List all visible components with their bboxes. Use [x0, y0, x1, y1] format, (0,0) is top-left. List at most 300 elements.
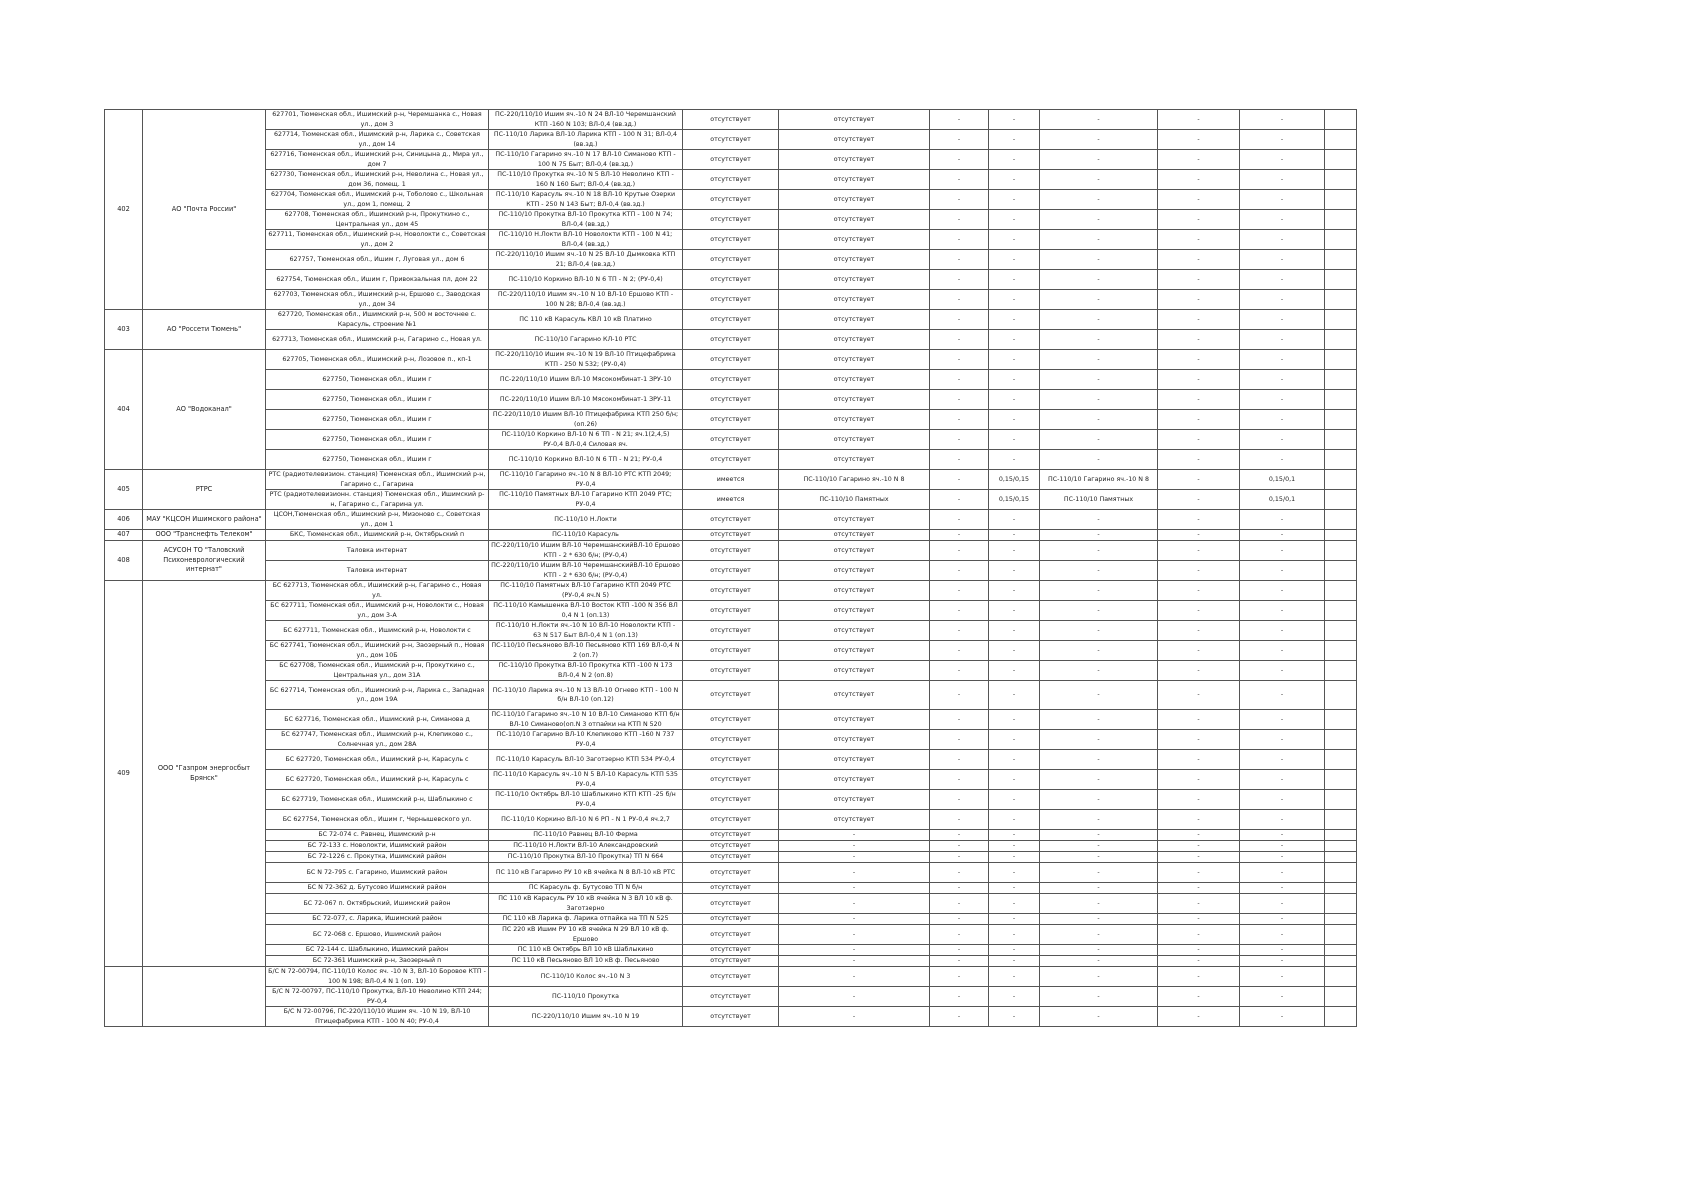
backup-source-cell: -: [1158, 541, 1240, 561]
record-number: 407: [105, 530, 143, 541]
backup-source-cell: -: [1158, 450, 1240, 470]
dash-cell: -: [930, 621, 989, 641]
backup-source-cell: -: [1158, 661, 1240, 681]
dash-cell: -: [930, 390, 989, 410]
capacity-cell: -: [1040, 710, 1158, 730]
backup-status-cell: отсутствует: [779, 661, 930, 681]
capacity-cell: -: [1040, 925, 1158, 945]
table-row: [105, 852, 1357, 863]
supply-source-cell: ПС-110/10 Камышенка ВЛ-10 Восток КТП -100 N 356 ВЛ 0,4 N 1 (оп.13): [489, 601, 683, 621]
dash-cell: -: [1240, 330, 1325, 350]
empty-cell: [1325, 230, 1357, 250]
dash-cell: -: [989, 710, 1040, 730]
capacity-cell: -: [1040, 987, 1158, 1007]
dash-cell: -: [1240, 561, 1325, 581]
dash-cell: 0,15/0,15: [989, 470, 1040, 490]
status-cell: отсутствует: [683, 925, 779, 945]
backup-source-cell: -: [1158, 790, 1240, 810]
capacity-cell: -: [1040, 641, 1158, 661]
table-row: [105, 730, 1357, 750]
supply-source-cell: ПС-110/10 Н.Локти яч.-10 N 10 ВЛ-10 Новолокти КТП - 63 N 517 Быт ВЛ-0,4 N 1 (оп.13): [489, 621, 683, 641]
address-cell: 627750, Тюменская обл., Ишим г: [266, 370, 489, 390]
capacity-cell: -: [1040, 430, 1158, 450]
address-cell: 627716, Тюменская обл., Ишимский р-н, Синицына д., Мира ул., дом 7: [266, 150, 489, 170]
backup-source-cell: -: [1158, 863, 1240, 883]
table-row: [105, 110, 1357, 130]
empty-cell: [1325, 270, 1357, 290]
empty-cell: [1325, 210, 1357, 230]
empty-cell: [1325, 987, 1357, 1007]
dash-cell: -: [989, 170, 1040, 190]
dash-cell: -: [930, 750, 989, 770]
empty-cell: [1325, 190, 1357, 210]
table-row: [105, 750, 1357, 770]
backup-status-cell: отсутствует: [779, 250, 930, 270]
dash-cell: -: [989, 541, 1040, 561]
table-row: [105, 430, 1357, 450]
table-row: [105, 863, 1357, 883]
empty-cell: [1325, 863, 1357, 883]
backup-status-cell: -: [779, 830, 930, 841]
status-cell: отсутствует: [683, 450, 779, 470]
backup-status-cell: отсутствует: [779, 350, 930, 370]
backup-source-cell: -: [1158, 350, 1240, 370]
backup-status-cell: отсутствует: [779, 150, 930, 170]
backup-status-cell: -: [779, 883, 930, 894]
address-cell: 627711, Тюменская обл., Ишимский р-н, Новолокти с., Советская ул., дом 2: [266, 230, 489, 250]
backup-source-cell: -: [1158, 290, 1240, 310]
backup-status-cell: отсутствует: [779, 710, 930, 730]
capacity-cell: -: [1040, 561, 1158, 581]
address-cell: Таловка интернат: [266, 561, 489, 581]
status-cell: отсутствует: [683, 530, 779, 541]
dash-cell: -: [930, 470, 989, 490]
address-cell: РТС (радиотелевизион. станция) Тюменская обл., Ишимский р-н, Гагарино с., Гагарина: [266, 470, 489, 490]
backup-status-cell: отсутствует: [779, 410, 930, 430]
backup-status-cell: отсутствует: [779, 430, 930, 450]
table-row: [105, 601, 1357, 621]
backup-source-cell: -: [1158, 270, 1240, 290]
organization-name: ООО "Транснефть Телеком": [143, 530, 266, 541]
capacity-cell: -: [1040, 894, 1158, 914]
dash-cell: -: [1240, 925, 1325, 945]
status-cell: отсутствует: [683, 370, 779, 390]
table-row: [105, 130, 1357, 150]
capacity-cell: -: [1040, 956, 1158, 967]
backup-source-cell: -: [1158, 410, 1240, 430]
status-cell: отсутствует: [683, 987, 779, 1007]
empty-cell: [1325, 750, 1357, 770]
status-cell: отсутствует: [683, 841, 779, 852]
backup-status-cell: -: [779, 945, 930, 956]
address-cell: 627754, Тюменская обл., Ишим г, Привокзальная пл, дом 22: [266, 270, 489, 290]
dash-cell: -: [989, 621, 1040, 641]
dash-cell: -: [930, 894, 989, 914]
supply-source-cell: ПС-110/10 Гагарино ВЛ-10 Клепиково КТП -160 N 737 РУ-0,4: [489, 730, 683, 750]
supply-source-cell: ПС-110/10 Коркино ВЛ-10 N 6 ТП - N 21; яч.1(2,4,5) РУ-0,4 ВЛ-0,4 Силовая яч.: [489, 430, 683, 450]
organization-name: АО "Водоканал": [143, 350, 266, 470]
supply-source-cell: ПС-110/10 Прокутка: [489, 987, 683, 1007]
status-cell: отсутствует: [683, 210, 779, 230]
empty-cell: [1325, 430, 1357, 450]
backup-source-cell: -: [1158, 601, 1240, 621]
address-cell: 627720, Тюменская обл., Ишимский р-н, 500 м восточнее с. Карасуль, строение №1: [266, 310, 489, 330]
dash-cell: -: [1240, 450, 1325, 470]
dash-cell: -: [989, 561, 1040, 581]
supply-source-cell: ПС-110/10 Коркино ВЛ-10 N 6 ТП - N 2; (РУ-0,4): [489, 270, 683, 290]
backup-status-cell: отсутствует: [779, 210, 930, 230]
status-cell: отсутствует: [683, 681, 779, 710]
capacity-cell: -: [1040, 410, 1158, 430]
dash-cell: -: [989, 914, 1040, 925]
dash-cell: -: [1240, 967, 1325, 987]
empty-cell: [1325, 601, 1357, 621]
address-cell: БС 627711, Тюменская обл., Ишимский р-н, Новолокти с., Новая ул., дом 3-А: [266, 601, 489, 621]
table-row: [105, 541, 1357, 561]
backup-status-cell: -: [779, 956, 930, 967]
backup-source-cell: -: [1158, 641, 1240, 661]
status-cell: отсутствует: [683, 390, 779, 410]
organization-name: РТРС: [143, 470, 266, 510]
dash-cell: -: [989, 641, 1040, 661]
dash-cell: -: [989, 130, 1040, 150]
table-row: [105, 350, 1357, 370]
address-cell: БС 627711, Тюменская обл., Ишимский р-н, Новолокти с: [266, 621, 489, 641]
address-cell: 627713, Тюменская обл., Ишимский р-н, Гагарино с., Новая ул.: [266, 330, 489, 350]
dash-cell: -: [930, 561, 989, 581]
backup-status-cell: отсутствует: [779, 110, 930, 130]
dash-cell: -: [1240, 894, 1325, 914]
dash-cell: -: [1240, 863, 1325, 883]
record-number: 402: [105, 110, 143, 310]
dash-cell: -: [989, 661, 1040, 681]
capacity-cell: -: [1040, 750, 1158, 770]
capacity-cell: -: [1040, 370, 1158, 390]
status-cell: отсутствует: [683, 510, 779, 530]
dash-cell: -: [930, 641, 989, 661]
capacity-cell: ПС-110/10 Гагарино яч.-10 N 8: [1040, 470, 1158, 490]
backup-status-cell: отсутствует: [779, 510, 930, 530]
empty-cell: [1325, 621, 1357, 641]
dash-cell: -: [930, 430, 989, 450]
empty-cell: [1325, 681, 1357, 710]
table-row: [105, 370, 1357, 390]
status-cell: отсутствует: [683, 330, 779, 350]
backup-source-cell: -: [1158, 581, 1240, 601]
address-cell: 627714, Тюменская обл., Ишимский р-н, Ларика с., Советская ул., дом 14: [266, 130, 489, 150]
backup-source-cell: -: [1158, 230, 1240, 250]
supply-source-cell: ПС 220 кВ Ишим РУ 10 кВ ячейка N 29 ВЛ 10 кВ ф. Ершово: [489, 925, 683, 945]
empty-cell: [1325, 730, 1357, 750]
dash-cell: -: [930, 730, 989, 750]
address-cell: БС 627720, Тюменская обл., Ишимский р-н, Карасуль с: [266, 770, 489, 790]
dash-cell: -: [1240, 810, 1325, 830]
dash-cell: -: [930, 190, 989, 210]
backup-status-cell: отсутствует: [779, 581, 930, 601]
dash-cell: -: [930, 330, 989, 350]
empty-cell: [1325, 561, 1357, 581]
empty-cell: [1325, 841, 1357, 852]
status-cell: отсутствует: [683, 810, 779, 830]
status-cell: отсутствует: [683, 350, 779, 370]
backup-status-cell: отсутствует: [779, 810, 930, 830]
dash-cell: -: [930, 270, 989, 290]
capacity-cell: -: [1040, 310, 1158, 330]
dash-cell: -: [989, 430, 1040, 450]
backup-source-cell: -: [1158, 730, 1240, 750]
dash-cell: -: [1240, 681, 1325, 710]
status-cell: отсутствует: [683, 430, 779, 450]
dash-cell: -: [1240, 290, 1325, 310]
dash-cell: -: [1240, 914, 1325, 925]
supply-source-cell: ПС 110 кВ Гагарино РУ 10 кВ ячейка N 8 ВЛ-10 кВ РТС: [489, 863, 683, 883]
table-row: [105, 830, 1357, 841]
empty-cell: [1325, 914, 1357, 925]
dash-cell: -: [1240, 770, 1325, 790]
dash-cell: -: [989, 987, 1040, 1007]
dash-cell: -: [930, 510, 989, 530]
dash-cell: -: [989, 730, 1040, 750]
empty-cell: [1325, 641, 1357, 661]
capacity-cell: -: [1040, 510, 1158, 530]
capacity-cell: -: [1040, 790, 1158, 810]
table-row: [105, 987, 1357, 1007]
table-row: [105, 641, 1357, 661]
dash-cell: -: [1240, 641, 1325, 661]
dash-cell: -: [1240, 621, 1325, 641]
status-cell: отсутствует: [683, 830, 779, 841]
table-row: [105, 681, 1357, 710]
address-cell: РТС (радиотелевизионн. станция) Тюменская обл., Ишимский р-н, Гагарино с., Гагарина ул.: [266, 490, 489, 510]
status-cell: отсутствует: [683, 290, 779, 310]
dash-cell: -: [1240, 250, 1325, 270]
table-row: [105, 883, 1357, 894]
status-cell: отсутствует: [683, 250, 779, 270]
supply-source-cell: ПС-110/10 Коркино ВЛ-10 N 6 ТП - N 21; РУ-0,4: [489, 450, 683, 470]
empty-cell: [1325, 790, 1357, 810]
status-cell: отсутствует: [683, 110, 779, 130]
backup-status-cell: -: [779, 894, 930, 914]
backup-source-cell: -: [1158, 250, 1240, 270]
backup-status-cell: ПС-110/10 Гагарино яч.-10 N 8: [779, 470, 930, 490]
table-row: [105, 270, 1357, 290]
empty-cell: [1325, 350, 1357, 370]
supply-source-cell: ПС-220/110/10 Ишим яч.-10 N 19 ВЛ-10 Птицефабрика КТП - 250 N 532; (РУ-0,4): [489, 350, 683, 370]
capacity-cell: -: [1040, 450, 1158, 470]
dash-cell: -: [989, 841, 1040, 852]
address-cell: БС 627708, Тюменская обл., Ишимский р-н, Прокуткино с., Центральная ул., дом 31А: [266, 661, 489, 681]
capacity-cell: -: [1040, 170, 1158, 190]
supply-source-cell: ПС 110 кВ Песьяново ВЛ 10 кВ ф. Песьяново: [489, 956, 683, 967]
address-cell: БС 72-074 с. Равнец, Ишимский р-н: [266, 830, 489, 841]
backup-status-cell: отсутствует: [779, 601, 930, 621]
backup-status-cell: отсутствует: [779, 730, 930, 750]
status-cell: отсутствует: [683, 150, 779, 170]
empty-cell: [1325, 290, 1357, 310]
backup-source-cell: -: [1158, 330, 1240, 350]
address-cell: БС 72-361 Ишимский р-н, Заозерный п: [266, 956, 489, 967]
organization-name: АО "Россети Тюмень": [143, 310, 266, 350]
address-cell: 627757, Тюменская обл., Ишим г, Луговая ул., дом 6: [266, 250, 489, 270]
dash-cell: -: [989, 945, 1040, 956]
dash-cell: -: [1240, 541, 1325, 561]
dash-cell: -: [930, 852, 989, 863]
dash-cell: -: [989, 925, 1040, 945]
empty-cell: [1325, 470, 1357, 490]
capacity-cell: -: [1040, 290, 1158, 310]
dash-cell: -: [1240, 390, 1325, 410]
address-cell: БС 72-067 п. Октябрьский, Ишимский район: [266, 894, 489, 914]
supply-source-cell: ПС-220/110/10 Ишим яч.-10 N 25 ВЛ-10 Дымковка КТП 21; ВЛ-0,4 (вв.зд.): [489, 250, 683, 270]
dash-cell: -: [1240, 410, 1325, 430]
dash-cell: -: [930, 956, 989, 967]
backup-status-cell: отсутствует: [779, 530, 930, 541]
table-row: [105, 710, 1357, 730]
dash-cell: -: [989, 894, 1040, 914]
record-number: 409: [105, 581, 143, 967]
table-row: [105, 170, 1357, 190]
dash-cell: -: [930, 770, 989, 790]
backup-status-cell: -: [779, 852, 930, 863]
backup-status-cell: отсутствует: [779, 641, 930, 661]
capacity-cell: -: [1040, 841, 1158, 852]
table-row: [105, 810, 1357, 830]
address-cell: БКС, Тюменская обл., Ишимский р-н, Октябрьский п: [266, 530, 489, 541]
dash-cell: -: [930, 541, 989, 561]
empty-cell: [1325, 150, 1357, 170]
supply-source-cell: ПС-220/110/10 Ишим ВЛ-10 ЧеремшанскийВЛ-10 Ершово КТП - 2 * 630 б/н; (РУ-0,4): [489, 561, 683, 581]
dash-cell: -: [930, 883, 989, 894]
dash-cell: -: [989, 770, 1040, 790]
empty-cell: [1325, 170, 1357, 190]
backup-source-cell: -: [1158, 810, 1240, 830]
capacity-cell: -: [1040, 1007, 1158, 1027]
table-row: [105, 510, 1357, 530]
backup-status-cell: -: [779, 1007, 930, 1027]
backup-source-cell: -: [1158, 681, 1240, 710]
status-cell: отсутствует: [683, 561, 779, 581]
supply-source-cell: ПС-110/10 Колос яч.-10 N 3: [489, 967, 683, 987]
dash-cell: -: [1240, 581, 1325, 601]
dash-cell: -: [989, 1007, 1040, 1027]
supply-source-cell: ПС-220/110/10 Ишим яч.-10 N 10 ВЛ-10 Ершово КТП - 100 N 28; ВЛ-0,4 (вв.зд.): [489, 290, 683, 310]
empty-cell: [1325, 661, 1357, 681]
supply-source-cell: ПС-110/10 Памятных ВЛ-10 Гагарино КТП 2049 РТС (РУ-0,4 яч.N 5): [489, 581, 683, 601]
table-row: [105, 230, 1357, 250]
dash-cell: -: [989, 863, 1040, 883]
empty-cell: [1325, 945, 1357, 956]
record-number: 404: [105, 350, 143, 470]
status-cell: отсутствует: [683, 945, 779, 956]
table-row: [105, 925, 1357, 945]
backup-status-cell: -: [779, 967, 930, 987]
capacity-cell: -: [1040, 330, 1158, 350]
dash-cell: -: [930, 350, 989, 370]
dash-cell: -: [1240, 987, 1325, 1007]
dash-cell: -: [989, 810, 1040, 830]
table-row: [105, 310, 1357, 330]
supply-source-cell: ПС-220/110/10 Ишим ВЛ-10 Мясокомбинат-1 ЗРУ-10: [489, 370, 683, 390]
dash-cell: -: [989, 150, 1040, 170]
supply-source-cell: ПС-110/10 Прокутка ВЛ-10 Прокутка КТП -100 N 173 ВЛ-0,4 N 2 (оп.8): [489, 661, 683, 681]
status-cell: отсутствует: [683, 621, 779, 641]
table-row: [105, 410, 1357, 430]
status-cell: отсутствует: [683, 170, 779, 190]
capacity-cell: -: [1040, 914, 1158, 925]
empty-cell: [1325, 370, 1357, 390]
capacity-cell: -: [1040, 110, 1158, 130]
backup-source-cell: -: [1158, 830, 1240, 841]
dash-cell: -: [1240, 310, 1325, 330]
supply-source-cell: ПС-110/10 Прокутка ВЛ-10 Прокутка) ТП N 664: [489, 852, 683, 863]
address-cell: БС N 72-795 с. Гагарино, Ишимский район: [266, 863, 489, 883]
table-row: [105, 490, 1357, 510]
supply-source-cell: ПС-110/10 Карасуль: [489, 530, 683, 541]
dash-cell: -: [1240, 601, 1325, 621]
dash-cell: -: [989, 210, 1040, 230]
capacity-cell: -: [1040, 621, 1158, 641]
backup-source-cell: -: [1158, 894, 1240, 914]
capacity-cell: -: [1040, 250, 1158, 270]
empty-cell: [1325, 967, 1357, 987]
address-cell: 627704, Тюменская обл., Ишимский р-н, Тоболово с., Школьная ул., дом 1, помещ. 2: [266, 190, 489, 210]
address-cell: БС 627747, Тюменская обл., Ишимский р-н, Клепиково с., Солнечная ул., дом 28А: [266, 730, 489, 750]
status-cell: отсутствует: [683, 190, 779, 210]
backup-source-cell: -: [1158, 1007, 1240, 1027]
dash-cell: -: [989, 190, 1040, 210]
dash-cell: -: [989, 530, 1040, 541]
supply-source-cell: ПС-110/10 Гагарино яч.-10 N 17 ВЛ-10 Симаново КТП - 100 N 75 Быт; ВЛ-0,4 (вв.зд.): [489, 150, 683, 170]
address-cell: БС 72-077, с. Ларика, Ишимский район: [266, 914, 489, 925]
backup-source-cell: -: [1158, 967, 1240, 987]
supply-source-cell: ПС-110/10 Карасуль яч.-10 N 18 ВЛ-10 Крутые Озерки КТП - 250 N 143 Быт; ВЛ-0,4 (вв.зд.): [489, 190, 683, 210]
backup-status-cell: отсутствует: [779, 621, 930, 641]
empty-cell: [1325, 510, 1357, 530]
table-row: [105, 390, 1357, 410]
capacity-cell: -: [1040, 852, 1158, 863]
status-cell: отсутствует: [683, 894, 779, 914]
status-cell: отсутствует: [683, 581, 779, 601]
dash-cell: -: [989, 790, 1040, 810]
capacity-cell: -: [1040, 830, 1158, 841]
status-cell: отсутствует: [683, 790, 779, 810]
dash-cell: -: [989, 330, 1040, 350]
dash-cell: -: [930, 370, 989, 390]
status-cell: отсутствует: [683, 541, 779, 561]
dash-cell: -: [930, 661, 989, 681]
empty-cell: [1325, 541, 1357, 561]
address-cell: БС N 72-362 д. Бутусово Ишимский район: [266, 883, 489, 894]
address-cell: БС 627719, Тюменская обл., Ишимский р-н, Шаблыкино с: [266, 790, 489, 810]
backup-status-cell: отсутствует: [779, 390, 930, 410]
backup-status-cell: отсутствует: [779, 790, 930, 810]
address-cell: БС 627716, Тюменская обл., Ишимский р-н, Симанова д: [266, 710, 489, 730]
empty-cell: [1325, 390, 1357, 410]
empty-cell: [1325, 710, 1357, 730]
dash-cell: 0,15/0,15: [989, 490, 1040, 510]
table-row: [105, 894, 1357, 914]
status-cell: отсутствует: [683, 270, 779, 290]
supply-source-cell: ПС-110/10 Коркино ВЛ-10 N 6 РП - N 1 РУ-0,4 яч.2,7: [489, 810, 683, 830]
address-cell: 627730, Тюменская обл., Ишимский р-н, Неволина с., Новая ул., дом 36, помещ. 1: [266, 170, 489, 190]
capacity-cell: -: [1040, 945, 1158, 956]
empty-cell: [1325, 450, 1357, 470]
dash-cell: -: [1240, 790, 1325, 810]
supply-source-cell: ПС 110 кВ Карасуль РУ 10 кВ ячейка N 3 ВЛ 10 кВ ф. Заготзерно: [489, 894, 683, 914]
dash-cell: -: [1240, 841, 1325, 852]
backup-status-cell: -: [779, 925, 930, 945]
address-cell: БС 627754, Тюменская обл., Ишим г, Чернышевского ул.: [266, 810, 489, 830]
